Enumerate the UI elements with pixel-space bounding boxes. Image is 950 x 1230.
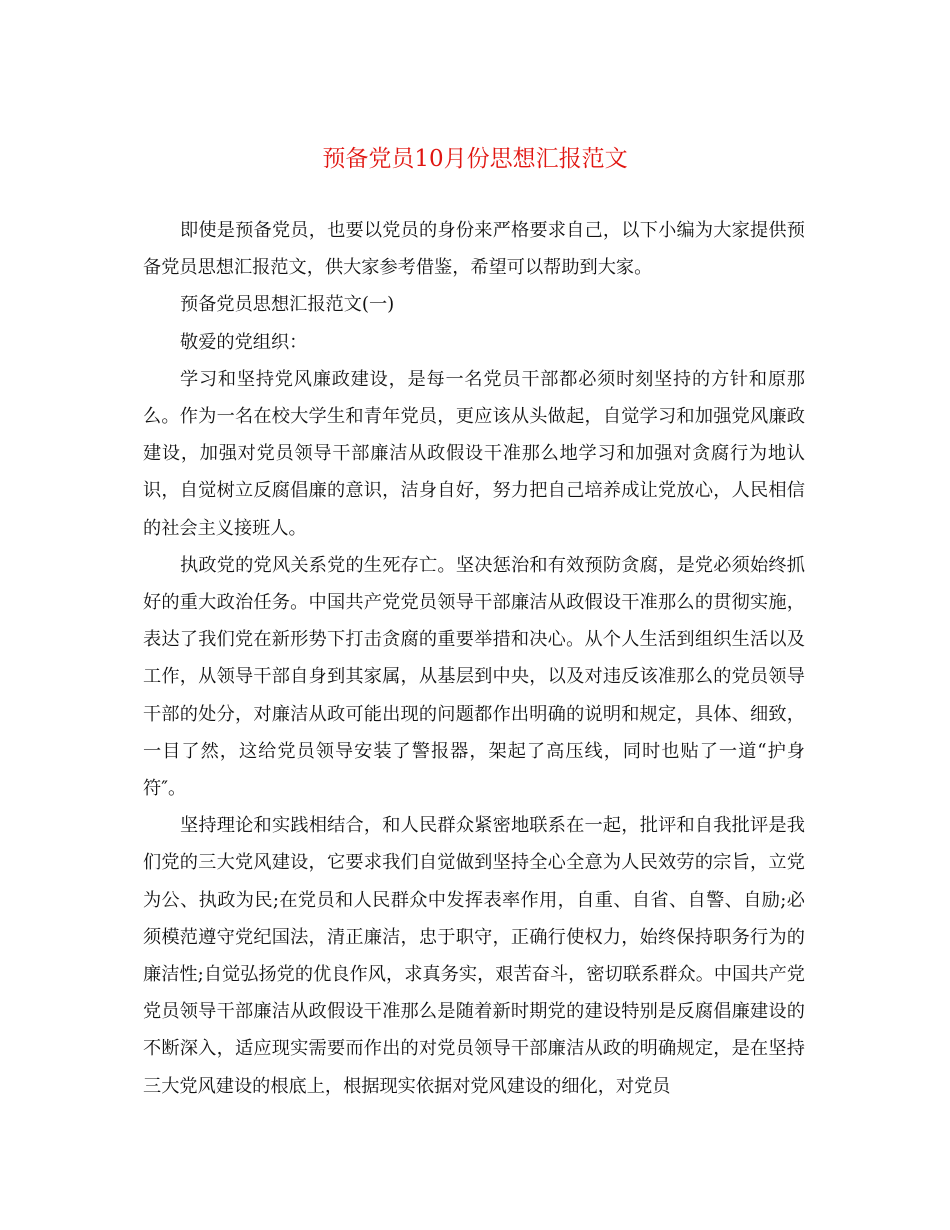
- body-paragraph: 学习和坚持党风廉政建设，是每一名党员干部都必须时刻坚持的方针和原那么。作为一名在校大学生和青年党员，更应该从头做起，自觉学习和加强党风廉政建设，加强对党员领导干部廉洁从政假设干准那么地学习和加强对贪腐行为地认识，自觉树立反腐倡廉的意识，洁身自好，努力把自己培养成让党放心，人民相信的社会主义接班人。: [143, 368, 805, 539]
- salutation: 敬爱的党组织：: [180, 331, 308, 353]
- document-title: 预备党员10月份思想汇报范文: [322, 146, 628, 172]
- body-paragraph: 坚持理论和实践相结合，和人民群众紧密地联系在一起，批评和自我批评是我们党的三大党风建设，它要求我们自觉做到坚持全心全意为人民效劳的宗旨，立党为公、执政为民;在党员和人民群众中发挥表率作用，自重、自省、自警、自励;必须模范遵守党纪国法，清正廉洁，忠于职守，正确行使权力，始终保持职务行为的廉洁性;自觉弘扬党的优良作风，求真务实，艰苦奋斗，密切联系群众。中国共产党党员领导干部廉洁从政假设干准那么是随着新时期党的建设特别是反腐倡廉建设的不断深入，适应现实需要而作出的对党员领导干部廉洁从政的明确规定，是在坚持三大党风建设的根底上，根据现实依据对党风建设的细化，对党员: [143, 815, 805, 1097]
- intro-paragraph: 即使是预备党员，也要以党员的身份来严格要求自己，以下小编为大家提供预备党员思想汇报范文，供大家参考借鉴，希望可以帮助到大家。: [143, 220, 805, 279]
- document-body: [143, 212, 805, 1105]
- body-paragraph: 执政党的党风关系党的生死存亡。坚决惩治和有效预防贪腐，是党必须始终抓好的重大政治任务。中国共产党党员领导干部廉洁从政假设干准那么的贯彻实施，表达了我们党在新形势下打击贪腐的重要举措和决心。从个人生活到组织生活以及工作，从领导干部自身到其家属，从基层到中央，以及对违反该准那么的党员领导干部的处分，对廉洁从政可能出现的问题都作出明确的说明和规定，具体、细致，一目了然，这给党员领导安装了警报器，架起了高压线，同时也贴了一道“护身符″。: [143, 554, 805, 800]
- section-heading: 预备党员思想汇报范文(一): [180, 294, 395, 316]
